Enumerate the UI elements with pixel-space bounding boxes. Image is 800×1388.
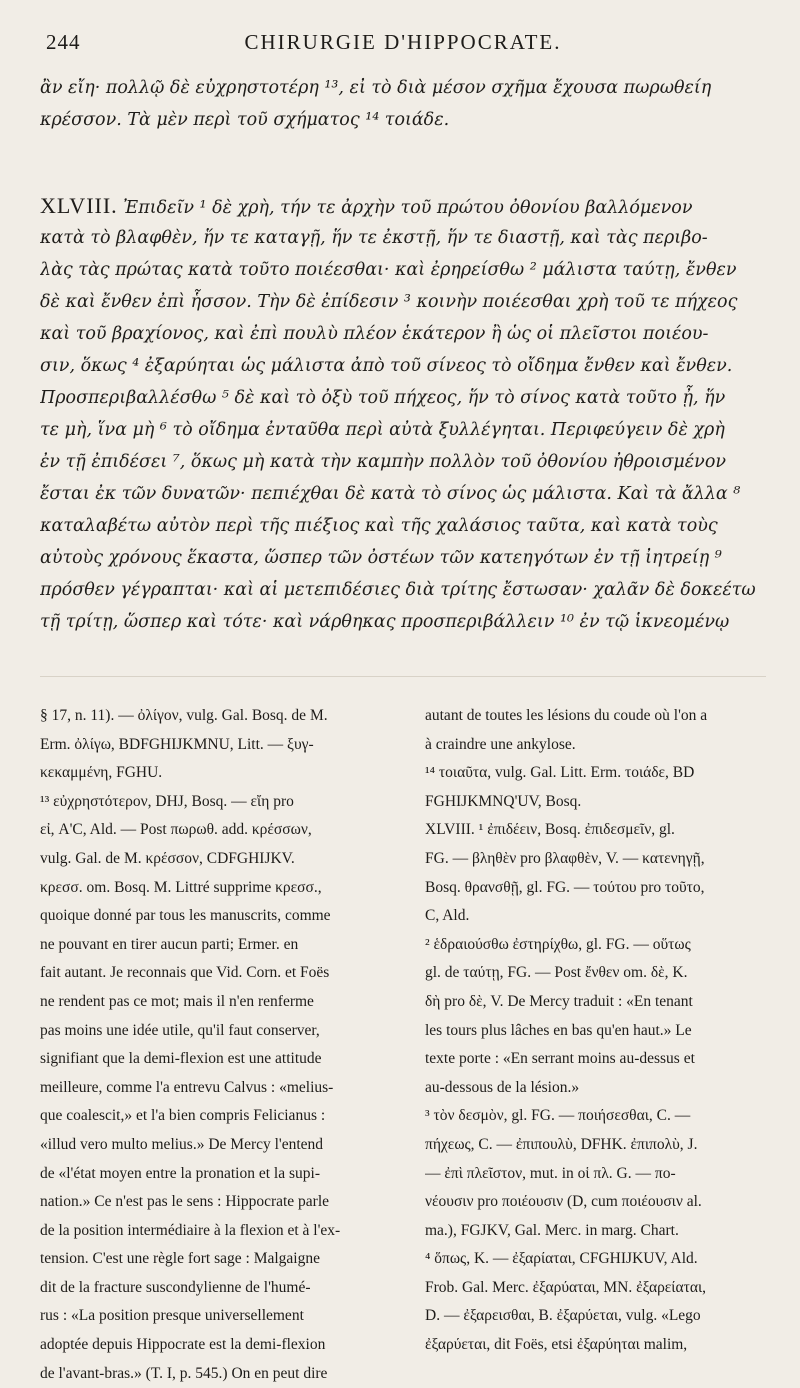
- footnote-line: δὴ pro δὲ, V. De Mercy traduit : «En tenant: [425, 992, 693, 1010]
- section-number: XLVIII.: [40, 193, 118, 218]
- footnote-line: que coalescit,» et l'a bien compris Felicianus :: [40, 1107, 326, 1125]
- text-line: δὲ καὶ ἔνθεν ἐπὶ ἧσσον. Τὴν δὲ ἐπίδεσιν ³ κοινὴν ποιέεσθαι χρὴ τοῦ τε πήχεος: [40, 292, 738, 312]
- footnote-line: ¹⁴ τοιαῦτα, vulg. Gal. Litt. Erm. τοιάδε, BD: [425, 764, 695, 782]
- footnote-line: FGHIJKMNQ'UV, Bosq.: [425, 792, 582, 810]
- footnote-line: νέουσιν pro ποιέουσιν (D, cum ποιέουσιν al.: [425, 1193, 702, 1211]
- text-line: σιν, ὅκως ⁴ ἐξαρύηται ὡς μάλιστα ἀπὸ τοῦ σίνεος τὸ οἴδημα ἔνθεν καὶ ἔνθεν.: [40, 356, 733, 376]
- footnote-line: κεκαμμένη, FGHU.: [40, 764, 163, 782]
- footnote-line: de la position intermédiaire à la flexion et à l'ex-: [40, 1221, 341, 1239]
- footnote-line: εἰ, A'C, Ald. — Post πωρωθ. add. κρέσσων,: [40, 821, 312, 839]
- footnote-line: à craindre une ankylose.: [425, 735, 576, 753]
- footnote-line: XLVIII. ¹ ἐπιδέειν, Bosq. ἐπιδεσμεῖν, gl.: [425, 821, 675, 839]
- footnote-line: ² ἑδραιούσθω ἐστηρίχθω, gl. FG. — οὕτως: [425, 935, 691, 953]
- text-line: τε μὴ, ἵνα μὴ ⁶ τὸ οἴδημα ἐνταῦθα περὶ αὐτὰ ξυλλέγηται. Περιφεύγειν δὲ χρὴ: [40, 420, 725, 440]
- footnote-line: meilleure, comme l'a entrevu Calvus : «melius-: [40, 1078, 334, 1096]
- footnote-line: ne pouvant en tirer aucun parti; Ermer. en: [40, 935, 299, 953]
- footnote-line: FG. — βληθὲν pro βλαφθὲν, V. — κατενηγῇ,: [425, 849, 705, 867]
- footnote-line: vulg. Gal. de M. κρέσσον, CDFGHIJKV.: [40, 849, 295, 867]
- footnote-line: C, Ald.: [425, 907, 470, 925]
- footnote-line: ⁴ ὅπως, K. — ἐξαρίαται, CFGHIJKUV, Ald.: [425, 1250, 698, 1268]
- footnote-line: Frob. Gal. Merc. ἐξαρύαται, MN. ἐξαρείαται,: [425, 1278, 706, 1296]
- footnote-line: de l'avant-bras.» (T. I, p. 545.) On en peut dire: [40, 1364, 328, 1382]
- footnote-line: adoptée depuis Hippocrate est la demi-flexion: [40, 1336, 326, 1354]
- intro-paragraph: [40, 72, 766, 136]
- footnote-line: ἐξαρύεται, dit Foës, etsi ἐξαρύηται malim,: [425, 1336, 688, 1354]
- text-line: ἂν εἴη· πολλῷ δὲ εὐχρηστοτέρη ¹³, εἰ τὸ διὰ μέσον σχῆμα ἔχουσα πωρωθείη: [40, 78, 712, 98]
- page-number: 244: [46, 30, 81, 54]
- text-line: ἔσται ἐκ τῶν δυνατῶν· πεπιέχθαι δὲ κατὰ τὸ σίνος ὡς μάλιστα. Καὶ τὰ ἄλλα ⁸: [40, 484, 741, 504]
- text-line: Προσπεριβαλλέσθω ⁵ δὲ καὶ τὸ ὀξὺ τοῦ πήχεος, ἥν τὸ σίνος κατὰ τοῦτο ᾖ, ἥν: [40, 388, 726, 408]
- footnote-line: dit de la fracture suscondylienne de l'humé-: [40, 1278, 311, 1296]
- footnote-line: «illud vero multo melius.» De Mercy l'entend: [40, 1135, 324, 1153]
- footnote-line: quoique donné par tous les manuscrits, comme: [40, 907, 331, 925]
- text-line: [40, 190, 766, 222]
- footnote-line: — ἐπὶ πλεῖστον, mut. in οἱ πλ. G. — πο-: [425, 1164, 676, 1182]
- text-line: ἐν τῇ ἐπιδέσει ⁷, ὅκως μὴ κατὰ τὴν καμπὴν πολλὸν τοῦ ὀθονίου ἠθροισμένον: [40, 452, 726, 472]
- footnotes-right-column: [425, 702, 770, 1360]
- footnote-line: fait autant. Je reconnais que Vid. Corn. et Foës: [40, 964, 330, 982]
- footnotes-left-column: [40, 702, 400, 1388]
- footnote-line: autant de toutes les lésions du coude où l'on a: [425, 707, 708, 724]
- footnote-line: texte porte : «En serrant moins au-dessus et: [425, 1050, 695, 1068]
- footnote-line: ne rendent pas ce mot; mais il n'en renferme: [40, 992, 314, 1010]
- footnote-line: au-dessous de la lésion.»: [425, 1078, 580, 1096]
- section-first-line: Ἐπιδεῖν ¹ δὲ χρὴ, τήν τε ἀρχὴν τοῦ πρώτου ὀθονίου βαλλόμενον: [123, 198, 693, 218]
- text-line: τῇ τρίτῃ, ὥσπερ καὶ τότε· καὶ νάρθηκας προσπεριβάλλειν ¹⁰ ἐν τῷ ἱκνεομένῳ: [40, 612, 730, 632]
- footnote-line: D. — ἐξαρεισθαι, B. ἐξαρύεται, vulg. «Lego: [425, 1307, 701, 1325]
- footnote-line: Bosq. θρανσθῇ, gl. FG. — τούτου pro τοῦτο,: [425, 878, 705, 896]
- footnote-line: rus : «La position presque universellement: [40, 1307, 304, 1325]
- text-line: λὰς τὰς πρώτας κατὰ τοῦτο ποιέεσθαι· καὶ ἐρηρείσθω ² μάλιστα ταύτῃ, ἔνθεν: [40, 260, 737, 280]
- footnote-divider: [40, 676, 766, 677]
- footnote-line: signifiant que la demi-flexion est une attitude: [40, 1050, 322, 1068]
- footnote-line: § 17, n. 11). — ὀλίγον, vulg. Gal. Bosq. de M.: [40, 707, 328, 724]
- footnote-line: Erm. ὀλίγω, BDFGHIJKMNU, Litt. — ξυγ-: [40, 735, 314, 753]
- section-xlviii: [40, 190, 766, 638]
- text-line: καὶ τοῦ βραχίονος, καὶ ἐπὶ πουλὺ πλέον ἑκάτερον ἢ ὡς οἱ πλεῖστοι ποιέου-: [40, 324, 709, 344]
- footnote-line: les tours plus lâches en bas qu'en haut.» Le: [425, 1021, 692, 1039]
- text-line: αὐτοὺς χρόνους ἕκαστα, ὥσπερ τῶν ὀστέων τῶν κατεηγότων ἐν τῇ ἰητρείῃ ⁹: [40, 548, 722, 568]
- footnote-line: ³ τὸν δεσμὸν, gl. FG. — ποιήσεσθαι, C. —: [425, 1107, 691, 1125]
- running-head: CHIRURGIE D'HIPPOCRATE.: [244, 30, 562, 54]
- footnote-line: πήχεως, C. — ἐπιπουλὺ, DFHK. ἐπιπολὺ, J.: [425, 1135, 698, 1153]
- footnote-line: ma.), FGJKV, Gal. Merc. in marg. Chart.: [425, 1221, 679, 1239]
- footnote-line: de «l'état moyen entre la pronation et la supi-: [40, 1164, 320, 1182]
- page-header: [40, 30, 766, 60]
- footnote-line: κρεσσ. om. Bosq. M. Littré supprime κρεσσ.,: [40, 878, 322, 896]
- footnote-line: tension. C'est une règle fort sage : Malgaigne: [40, 1250, 320, 1268]
- text-line: καταλαβέτω αὐτὸν περὶ τῆς πιέξιος καὶ τῆς χαλάσιος ταῦτα, καὶ κατὰ τοὺς: [40, 516, 718, 536]
- footnote-line: gl. de ταύτῃ, FG. — Post ἔνθεν om. δὲ, K.: [425, 964, 688, 982]
- text-line: κρέσσον. Τὰ μὲν περὶ τοῦ σχήματος ¹⁴ τοιάδε.: [40, 110, 450, 130]
- footnote-line: pas moins une idée utile, qu'il faut conserver,: [40, 1021, 320, 1039]
- text-line: πρόσθεν γέγραπται· καὶ αἱ μετεπιδέσιες διὰ τρίτης ἔστωσαν· χαλᾶν δὲ δοκεέτω: [40, 580, 756, 600]
- footnote-line: nation.» Ce n'est pas le sens : Hippocrate parle: [40, 1193, 330, 1211]
- footnote-line: ¹³ εὐχρηστότερον, DHJ, Bosq. — εἴη pro: [40, 792, 294, 810]
- text-line: κατὰ τὸ βλαφθὲν, ἥν τε καταγῇ, ἥν τε ἐκστῇ, ἥν τε διαστῇ, καὶ τὰς περιβο-: [40, 228, 708, 248]
